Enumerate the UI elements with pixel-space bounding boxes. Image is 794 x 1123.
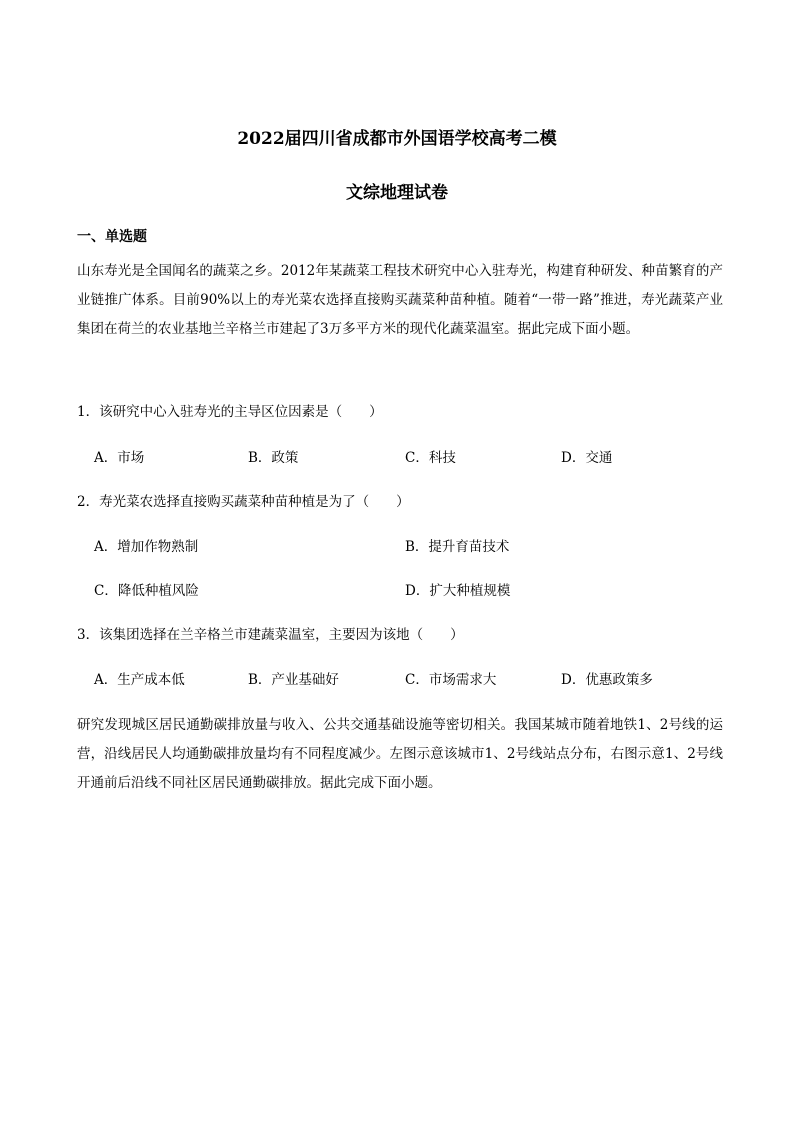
reading-passage-1: 山东寿光是全国闻名的蔬菜之乡。2012年某蔬菜工程技术研究中心入驻寿光，构建育种研发、种苗繁育的产业链推广体系。目前90%以上的寿光菜农选择直接购买蔬菜种苗种植。随着“一带一路”推进，寿光蔬菜产业集团在荷兰的农业基地兰辛格兰市建起了3万多平方米的现代化蔬菜温室。据此完成下面小题。 (77, 263, 723, 337)
section-heading: 一、单选题 (77, 229, 147, 245)
question-3-option-b: B．产业基础好 (248, 672, 339, 688)
question-1-option-c: C．科技 (405, 450, 456, 466)
question-1-option-d: D．交通 (561, 450, 613, 466)
page-subtitle: 文综地理试卷 (346, 183, 448, 203)
question-1-stem: 1．该研究中心入驻寿光的主导区位因素是（ ） (77, 404, 383, 420)
question-3-option-a: A．生产成本低 (94, 672, 185, 688)
question-1-option-a: A．市场 (94, 450, 145, 466)
question-2-stem: 2．寿光菜农选择直接购买蔬菜种苗种植是为了（ ） (77, 494, 410, 510)
question-3-option-d: D．优惠政策多 (561, 672, 653, 688)
question-2-option-a: A．增加作物熟制 (94, 539, 199, 555)
question-2-option-d: D．扩大种植规模 (405, 583, 511, 599)
question-1-option-b: B．政策 (248, 450, 299, 466)
question-2-option-c: C．降低种植风险 (94, 583, 199, 599)
question-3-option-c: C．市场需求大 (405, 672, 497, 688)
page-title: 2022届四川省成都市外国语学校高考二模 (237, 129, 557, 149)
question-3-stem: 3．该集团选择在兰辛格兰市建蔬菜温室，主要因为该地（ ） (77, 627, 464, 643)
reading-passage-2: 研究发现城区居民通勤碳排放量与收入、公共交通基础设施等密切相关。我国某城市随着地铁1、2号线的运营，沿线居民人均通勤碳排放量均有不同程度减少。左图示意该城市1、2号线站点分布，右图示意1、2号线开通前后沿线不同社区居民通勤碳排放。据此完成下面小题。 (77, 717, 723, 791)
question-2-option-b: B．提升育苗技术 (405, 539, 510, 555)
